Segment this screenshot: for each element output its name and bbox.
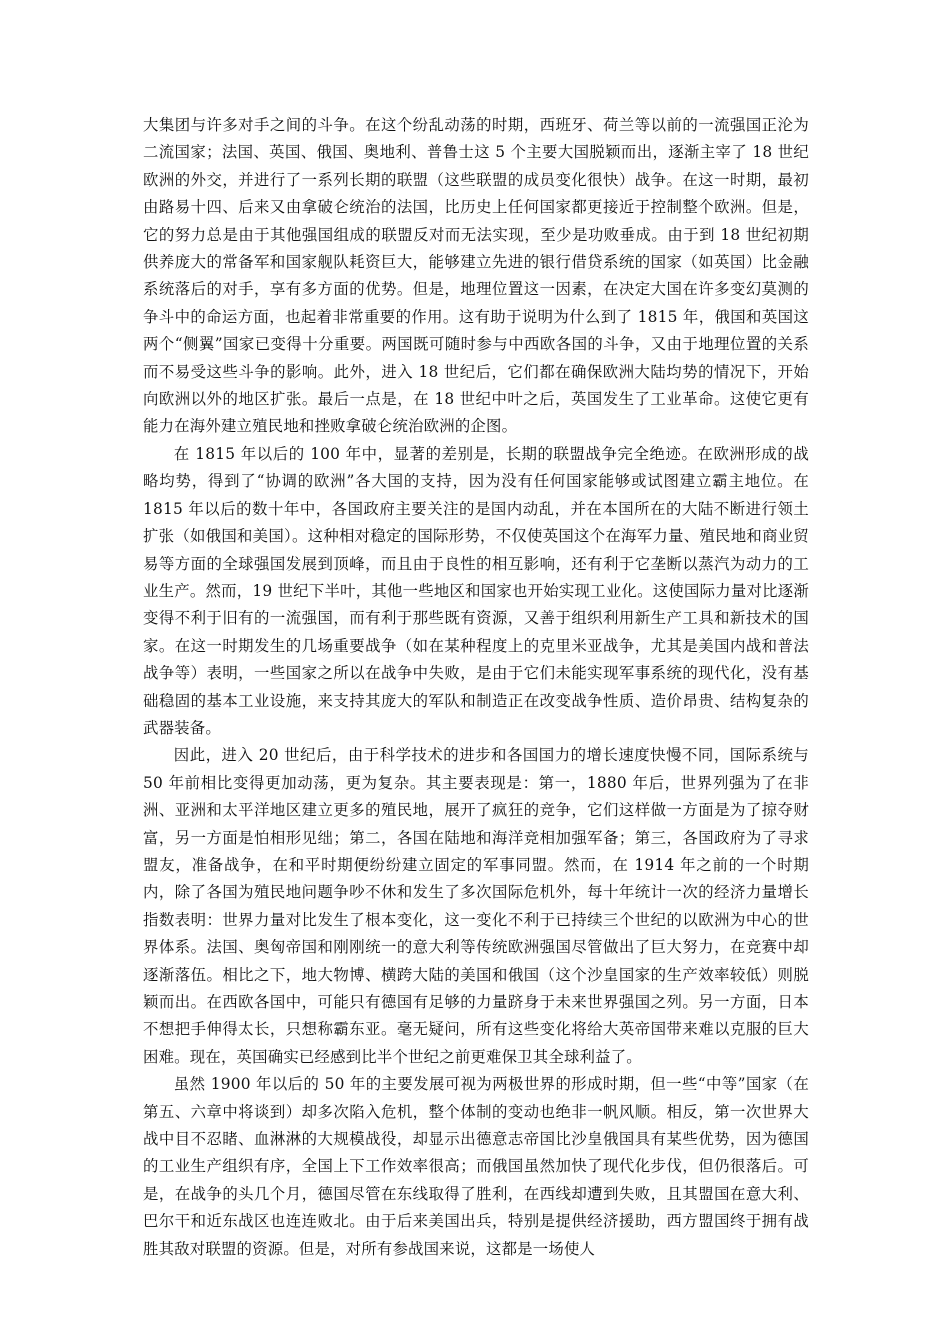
paragraph-2: 在 1815 年以后的 100 年中，显著的差别是，长期的联盟战争完全绝迹。在欧洲形成的战略均势，得到了“协调的欧洲”各大国的支持，因为没有任何国家能够或试图建立霸主地位。在 1815 年以后的数十年中，各国政府主要关注的是国内动乱，并在本国所在的大陆不断进行领土扩张（如俄国和美国）。这种相对稳定的国际形势，不仅使英国这个在海军力量、殖民地和商业贸易等方面的全球强国发展到顶峰，而且由于良性的相互影响，还有利于它垄断以蒸汽为动力的工业生产。然而，19 世纪下半叶，其他一些地区和国家也开始实现工业化。这使国际力量对比逐渐变得不利于旧有的一流强国，而有利于那些既有资源，又善于组织利用新生产工具和新技术的国家。在这一时期发生的几场重要战争（如在某种程度上的克里米亚战争，尤其是美国内战和普法战争等）表明，一些国家之所以在战争中失败，是由于它们未能实现军事系统的现代化，没有基础稳固的基本工业设施，来支持其庞大的军队和制造正在改变战争性质、造价昂贵、结构复杂的武器装备。 <box>143 444 809 737</box>
paragraph-4: 虽然 1900 年以后的 50 年的主要发展可视为两极世界的形成时期，但一些“中等”国家（在第五、六章中将谈到）却多次陷入危机，整个体制的变动也绝非一帆风顺。相反，第一次世界大战中目不忍睹、血淋淋的大规模战役，却显示出德意志帝国比沙皇俄国具有某些优势，因为德国的工业生产组织有序，全国上下工作效率很高；而俄国虽然加快了现代化步伐，但仍很落后。可是，在战争的头几个月，德国尽管在东线取得了胜利，在西线却遭到失败，且其盟国在意大利、巴尔干和近东战区也连连败北。由于后来美国出兵，特别是提供经济援助，西方盟国终于拥有战胜其敌对联盟的资源。但是，对所有参战国来说，这都是一场使人 <box>143 1075 809 1258</box>
document-body <box>143 112 809 1263</box>
paragraph-3: 因此，进入 20 世纪后，由于科学技术的进步和各国国力的增长速度快慢不同，国际系统与 50 年前相比变得更加动荡，更为复杂。其主要表现是：第一，1880 年后，世界列强为了在非洲、亚洲和太平洋地区建立更多的殖民地，展开了疯狂的竞争，它们这样做一方面是为了掠夺财富，另一方面是怕相形见绌；第二，各国在陆地和海洋竞相加强军备；第三，各国政府为了寻求盟友，准备战争，在和平时期便纷纷建立固定的军事同盟。然而，在 1914 年之前的一个时期内，除了各国为殖民地问题争吵不休和发生了多次国际危机外，每十年统计一次的经济力量增长指数表明：世界力量对比发生了根本变化，这一变化不利于已持续三个世纪的以欧洲为中心的世界体系。法国、奥匈帝国和刚刚统一的意大利等传统欧洲强国尽管做出了巨大努力，在竞赛中却逐渐落伍。相比之下，地大物博、横跨大陆的美国和俄国（这个沙皇国家的生产效率较低）则脱颖而出。在西欧各国中，可能只有德国有足够的力量跻身于未来世界强国之列。另一方面，日本不想把手伸得太长，只想称霸东亚。毫无疑问，所有这些变化将给大英帝国带来难以克服的巨大困难。现在，英国确实已经感到比半个世纪之前更难保卫其全球利益了。 <box>143 746 809 1066</box>
paragraph-1: 大集团与许多对手之间的斗争。在这个纷乱动荡的时期，西班牙、荷兰等以前的一流强国正沦为二流国家；法国、英国、俄国、奥地利、普鲁士这 5 个主要大国脱颖而出，逐渐主宰了 18 世纪欧洲的外交，并进行了一系列长期的联盟（这些联盟的成员变化很快）战争。在这一时期，最初由路易十四、后来又由拿破仑统治的法国，比历史上任何国家都更接近于控制整个欧洲。但是，它的努力总是由于其他强国组成的联盟反对而无法实现，至少是功败垂成。由于到 18 世纪初期供养庞大的常备军和国家舰队耗资巨大，能够建立先进的银行借贷系统的国家（如英国）比金融系统落后的对手，享有多方面的优势。但是，地理位置这一因素，在决定大国在许多变幻莫测的争斗中的命运方面，也起着非常重要的作用。这有助于说明为什么到了 1815 年，俄国和英国这两个“侧翼”国家已变得十分重要。两国既可随时参与中西欧各国的斗争，又由于地理位置的关系而不易受这些斗争的影响。此外，进入 18 世纪后，它们都在确保欧洲大陆均势的情况下，开始向欧洲以外的地区扩张。最后一点是，在 18 世纪中叶之后，英国发生了工业革命。这使它更有能力在海外建立殖民地和挫败拿破仑统治欧洲的企图。 <box>143 116 809 436</box>
